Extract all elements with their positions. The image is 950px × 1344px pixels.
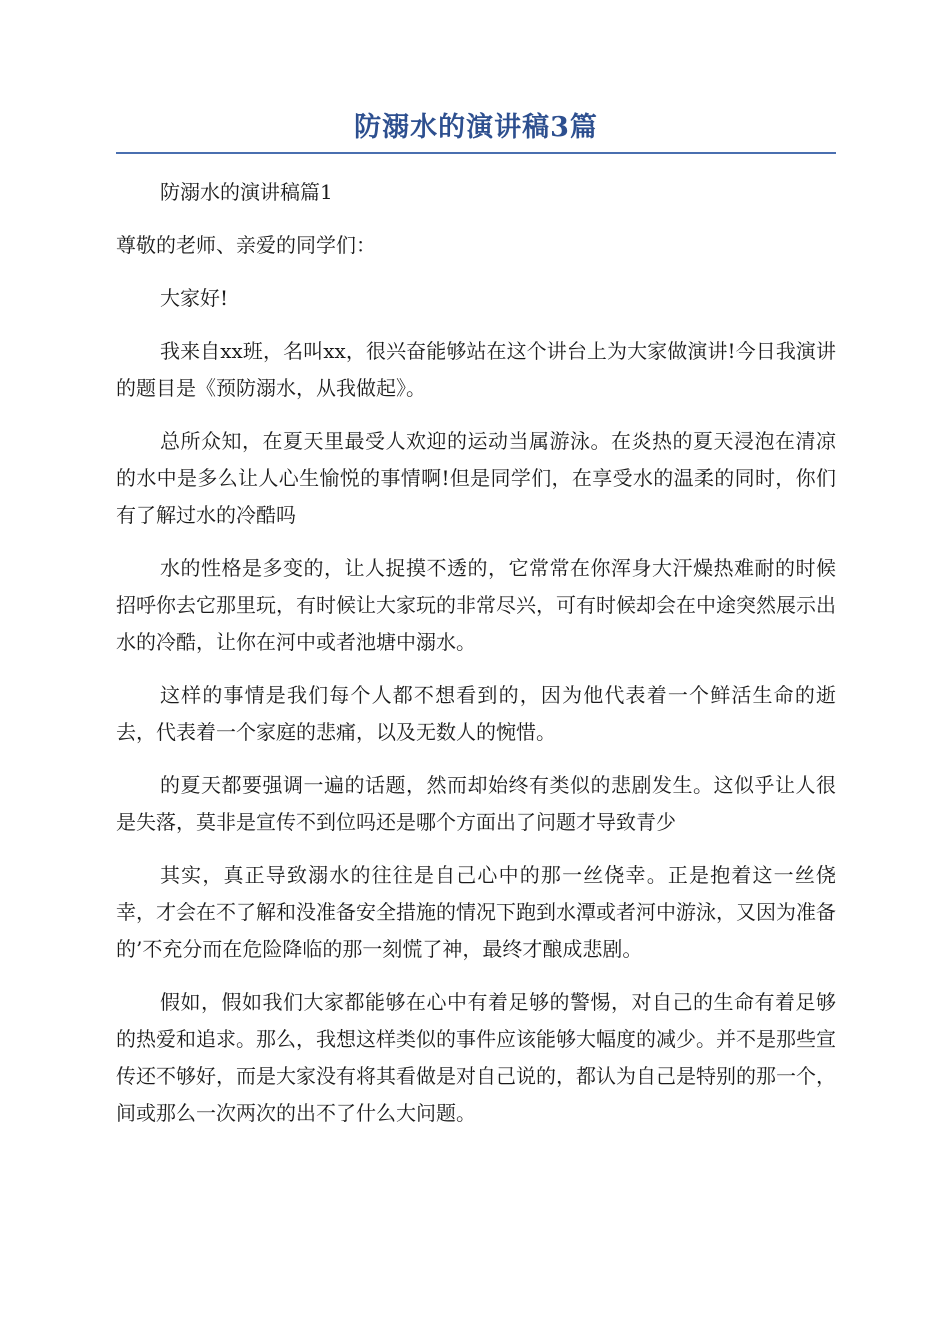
document-page [116,108,836,1148]
body-paragraph: 其实，真正导致溺水的往往是自己心中的那一丝侥幸。正是抱着这一丝侥幸，才会在不了解和没准备安全措施的情况下跑到水潭或者河中游泳，又因为准备的’不充分而在危险降临的那一刻慌了神，最终才酿成悲剧。 [116,863,836,961]
section-heading: 防溺水的演讲稿篇1 [160,180,333,204]
body-paragraph: 水的性格是多变的，让人捉摸不透的，它常常在你浑身大汗燥热难耐的时候招呼你去它那里玩，有时候让大家玩的非常尽兴，可有时候却会在中途突然展示出水的冷酷，让你在河中或者池塘中溺水。 [116,556,836,654]
document-title: 防溺水的演讲稿3篇 [354,112,598,143]
body-paragraph: 的夏天都要强调一遍的话题，然而却始终有类似的悲剧发生。这似乎让人很是失落，莫非是宣传不到位吗还是哪个方面出了问题才导致青少 [116,773,836,834]
greeting: 大家好! [160,286,229,310]
body-paragraph: 我来自xx班，名叫xx，很兴奋能够站在这个讲台上为大家做演讲!今日我演讲的题目是《预防溺水，从我做起》。 [116,339,836,400]
body-paragraph: 总所众知，在夏天里最受人欢迎的运动当属游泳。在炎热的夏天浸泡在清凉的水中是多么让人心生愉悦的事情啊!但是同学们，在享受水的温柔的同时，你们有了解过水的冷酷吗 [116,429,836,527]
body-paragraph: 这样的事情是我们每个人都不想看到的，因为他代表着一个鲜活生命的逝去，代表着一个家庭的悲痛，以及无数人的惋惜。 [116,683,836,744]
title-underline [116,152,836,154]
salutation: 尊敬的老师、亲爱的同学们： [116,233,376,257]
body-paragraph: 假如，假如我们大家都能够在心中有着足够的警惕，对自己的生命有着足够的热爱和追求。那么，我想这样类似的事件应该能够大幅度的减少。并不是那些宣传还不够好，而是大家没有将其看做是对自己说的，都认为自己是特别的那一个，间或那么一次两次的出不了什么大问题。 [116,990,836,1125]
